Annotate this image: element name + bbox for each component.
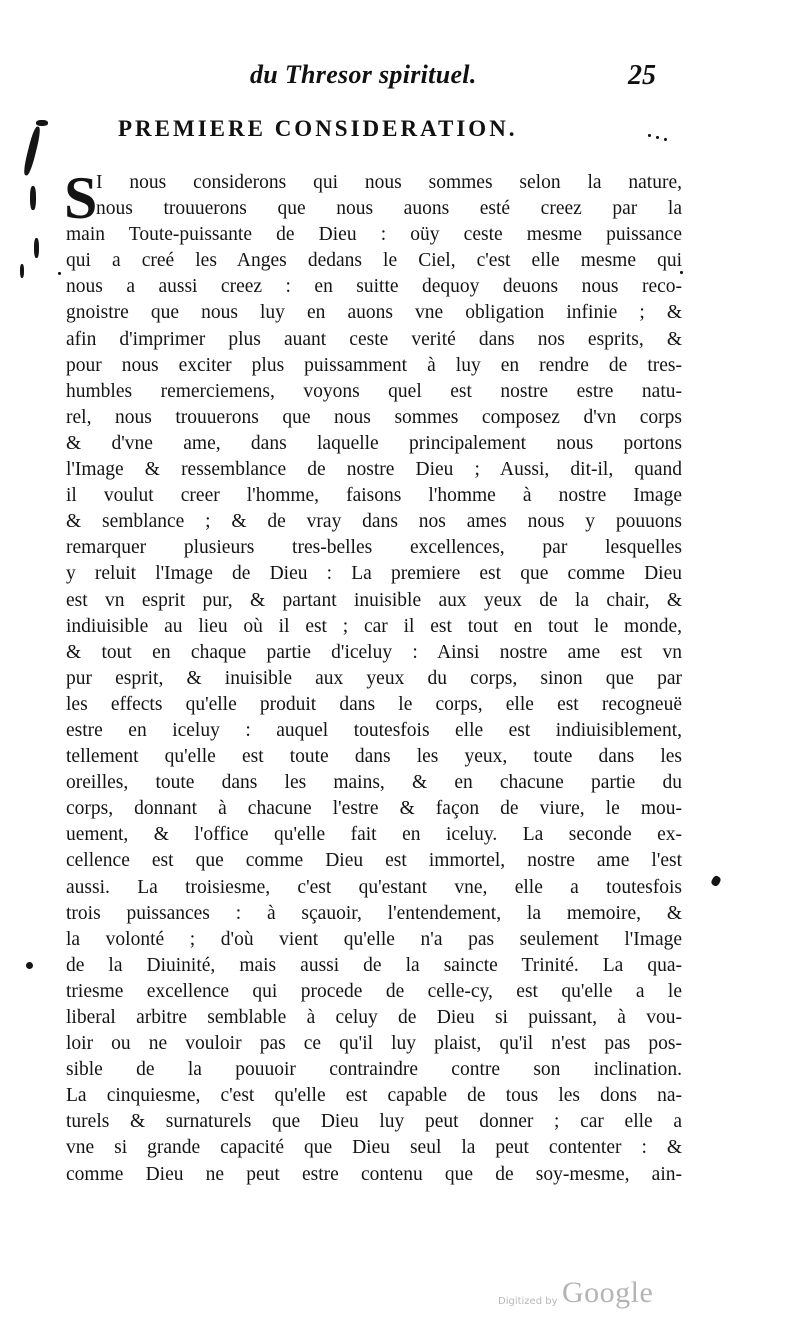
text-line: corps, donnant à chacune l'estre & façon de viure, le mou- bbox=[66, 798, 682, 820]
text-line: nous a aussi creez : en suitte dequoy deuons nous reco- bbox=[66, 276, 682, 298]
text-line: y reluit l'Image de Dieu : La premiere est que comme Dieu bbox=[66, 563, 682, 585]
text-line: l'Image & ressemblance de nostre Dieu ; Aussi, dit-il, quand bbox=[66, 459, 682, 481]
page-number: 25 bbox=[628, 60, 656, 91]
text-line: triesme excellence qui procede de celle-cy, est qu'elle a le bbox=[66, 980, 682, 1002]
text-line: qui a creé les Anges dedans le Ciel, c'est elle mesme qui bbox=[66, 250, 682, 272]
text-line: comme Dieu ne peut estre contenu que de soy-mesme, ain- bbox=[66, 1163, 682, 1185]
text-line: trois puissances : à sçauoir, l'entendement, la memoire, & bbox=[66, 902, 682, 924]
text-line: de la Diuinité, mais aussi de la saincte Trinité. La qua- bbox=[66, 954, 682, 976]
text-line: afin d'imprimer plus auant ceste verité dans nos esprits, & bbox=[66, 328, 682, 350]
text-line: & tout en chaque partie d'iceluy : Ainsi nostre ame est vn bbox=[66, 641, 682, 663]
margin-mark bbox=[648, 134, 651, 137]
section-heading: PREMIERE CONSIDERATION. bbox=[118, 116, 518, 141]
margin-mark bbox=[58, 272, 61, 275]
text-line: il voulut creer l'homme, faisons l'homme à nostre Image bbox=[66, 485, 682, 507]
text-line: & semblance ; & de vray dans nos ames nous y pouuons bbox=[66, 511, 682, 533]
text-line: estre en iceluy : auquel toutesfois elle est indiuisiblement, bbox=[66, 719, 682, 741]
text-line: rel, nous trouuerons que nous sommes composez d'vn corps bbox=[66, 406, 682, 428]
margin-mark bbox=[34, 238, 39, 258]
text-line: uement, & l'office qu'elle fait en iceluy. La seconde ex- bbox=[66, 824, 682, 846]
text-line: oreilles, toute dans les mains, & en chacune partie du bbox=[66, 772, 682, 794]
digitized-label: Digitized by bbox=[498, 1296, 558, 1307]
body-text bbox=[64, 165, 682, 1188]
text-line: turels & surnaturels que Dieu luy peut donner ; car elle a bbox=[66, 1111, 682, 1133]
text-line: remarquer plusieurs tres-belles excellences, par lesquelles bbox=[66, 537, 682, 559]
margin-mark bbox=[22, 126, 42, 176]
google-watermark: Google bbox=[562, 1276, 654, 1309]
text-line: liberal arbitre semblable à celuy de Dieu si puissant, à vou- bbox=[66, 1007, 682, 1028]
margin-mark bbox=[664, 138, 667, 141]
margin-mark bbox=[36, 120, 48, 126]
margin-mark bbox=[20, 264, 24, 278]
text-line: loir ou ne vouloir pas ce qu'il luy plaist, qu'il n'est pas pos- bbox=[66, 1033, 682, 1055]
text-line: gnoistre que nous luy en auons vne obligation infinie ; & bbox=[66, 302, 682, 324]
text-line: pour nous exciter plus puissamment à luy en rendre de tres- bbox=[66, 354, 682, 376]
text-line: vne si grande capacité que Dieu seul la peut contenter : & bbox=[66, 1137, 682, 1159]
text-line: sible de la pouuoir contraindre contre son inclination. bbox=[66, 1059, 682, 1081]
drop-cap: S bbox=[64, 165, 98, 231]
text-line: nous trouuerons que nous auons esté creez par la bbox=[96, 198, 682, 220]
text-line: les effects qu'elle produit dans le corps, elle est recogneuë bbox=[66, 693, 682, 715]
margin-mark bbox=[30, 186, 36, 210]
text-line: I nous considerons qui nous sommes selon la nature, bbox=[96, 172, 682, 193]
margin-mark bbox=[710, 875, 722, 888]
text-line: La cinquiesme, c'est qu'elle est capable de tous les dons na- bbox=[66, 1085, 682, 1107]
margin-mark bbox=[656, 136, 659, 139]
text-line: la volonté ; d'où vient qu'elle n'a pas seulement l'Image bbox=[66, 928, 682, 950]
text-line: tellement qu'elle est toute dans les yeux, toute dans les bbox=[66, 746, 682, 768]
text-line: & d'vne ame, dans laquelle principalement nous portons bbox=[66, 432, 682, 454]
margin-mark bbox=[26, 962, 33, 969]
text-line: indiuisible au lieu où il est ; car il est tout en tout le monde, bbox=[66, 615, 682, 637]
text-line: pur esprit, & inuisible aux yeux du corps, sinon que par bbox=[66, 667, 682, 689]
running-title: du Thresor spirituel. bbox=[250, 60, 477, 89]
text-line: main Toute-puissante de Dieu : oüy ceste mesme puissance bbox=[66, 224, 682, 246]
text-line: cellence est que comme Dieu est immortel, nostre ame l'est bbox=[66, 850, 682, 872]
text-line: humbles remerciemens, voyons quel est nostre estre natu- bbox=[66, 380, 682, 402]
text-line: est vn esprit pur, & partant inuisible aux yeux de la chair, & bbox=[66, 589, 682, 611]
text-line: aussi. La troisiesme, c'est qu'estant vne, elle a toutesfois bbox=[66, 876, 682, 898]
